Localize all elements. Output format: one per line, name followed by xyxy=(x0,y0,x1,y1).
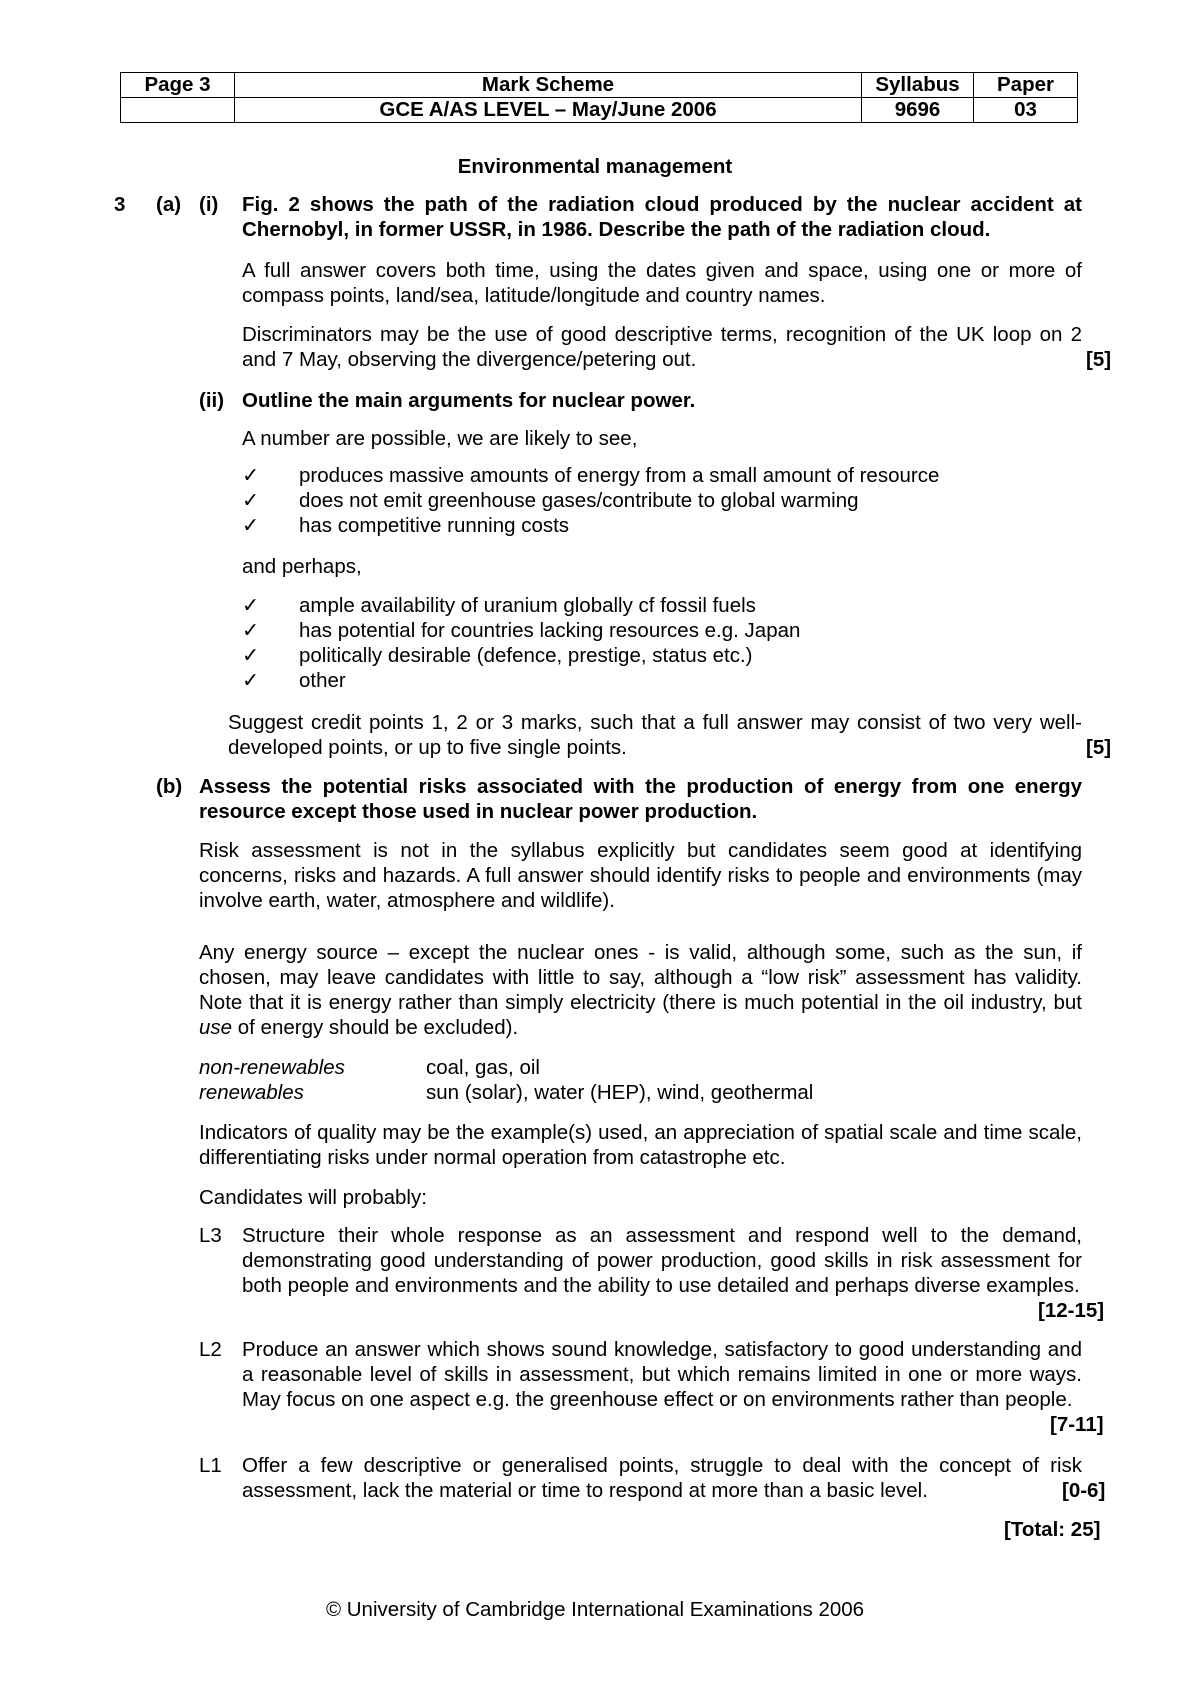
level-text: Offer a few descriptive or generalised points, struggle to deal with the concept of risk assessment, lack the material or time to respond at more than a basic level. xyxy=(242,1454,1082,1502)
header-paper: 03 xyxy=(974,98,1078,123)
renew-label: renewables xyxy=(199,1081,304,1104)
part-b-label: (b) xyxy=(156,775,183,798)
header-syllabus: 9696 xyxy=(862,98,974,123)
level-label: L2 xyxy=(199,1338,222,1361)
header-paper-label: Paper xyxy=(974,73,1078,98)
nonrenew-label: non-renewables xyxy=(199,1056,345,1079)
header-title: Mark Scheme xyxy=(235,73,862,98)
header-table xyxy=(120,72,1078,123)
section-title: Environmental management xyxy=(457,155,733,178)
level-mark: [12-15] xyxy=(1038,1299,1105,1322)
paragraph-i-2: Discriminators may be the use of good descriptive terms, recognition of the UK loop on 2 and 7 May, observing the divergence/petering out. xyxy=(242,323,1082,371)
check-icon: ✓ xyxy=(242,669,260,692)
check-icon: ✓ xyxy=(242,644,260,667)
footer-copyright: © University of Cambridge International Examinations 2006 xyxy=(325,1598,865,1621)
mark-i: [5] xyxy=(1086,348,1112,371)
part-a-label: (a) xyxy=(156,193,182,216)
list-item: has potential for countries lacking resources e.g. Japan xyxy=(299,619,801,642)
check-icon: ✓ xyxy=(242,489,260,512)
nonrenew-value: coal, gas, oil xyxy=(426,1056,540,1079)
list-item: politically desirable (defence, prestige, status etc.) xyxy=(299,644,753,667)
list-item: ample availability of uranium globally cf fossil fuels xyxy=(299,594,756,617)
question-b: Assess the potential risks associated with the production of energy from one energy resource except those used in nuclear power production. xyxy=(199,775,1082,823)
header-empty-cell xyxy=(121,98,235,123)
check-icon: ✓ xyxy=(242,464,260,487)
list-item: does not emit greenhouse gases/contribute to global warming xyxy=(299,489,859,512)
paragraph-b-2-text: Any energy source – except the nuclear ones - is valid, although some, such as the sun, if chosen, may leave candidates with little to say, although a “low risk” assessment has validity. Note that it is energy rather than simply electricity (there is much potential in the oil industry, but xyxy=(199,941,1082,1014)
ii-and-perhaps: and perhaps, xyxy=(242,555,362,578)
header-page: Page 3 xyxy=(121,73,235,98)
check-icon: ✓ xyxy=(242,619,260,642)
list-item: produces massive amounts of energy from a small amount of resource xyxy=(299,464,940,487)
sub-ii-label: (ii) xyxy=(199,389,225,412)
header-exam: GCE A/AS LEVEL – May/June 2006 xyxy=(235,98,862,123)
paragraph-ii: Suggest credit points 1, 2 or 3 marks, such that a full answer may consist of two very well-developed points, or up to five single points. xyxy=(228,711,1082,759)
question-number: 3 xyxy=(114,193,126,216)
question-ii: Outline the main arguments for nuclear power. xyxy=(242,389,696,412)
level-label: L3 xyxy=(199,1224,222,1247)
paragraph-b-1: Risk assessment is not in the syllabus explicitly but candidates seem good at identifying concerns, risks and hazards. A full answer should identify risks to people and environments (may involve earth, water, atmosphere and wildlife). xyxy=(199,839,1082,912)
paragraph-b-3: Indicators of quality may be the example(s) used, an appreciation of spatial scale and time scale, differentiating risks under normal operation from catastrophe etc. xyxy=(199,1121,1082,1169)
sub-i-label: (i) xyxy=(199,193,219,216)
ii-intro: A number are possible, we are likely to see, xyxy=(242,427,638,450)
level-mark: [0-6] xyxy=(1062,1479,1106,1502)
header-syllabus-label: Syllabus xyxy=(862,73,974,98)
list-item: other xyxy=(299,669,346,692)
total-mark: [Total: 25] xyxy=(1004,1518,1101,1541)
paragraph-b-2 xyxy=(199,940,1082,1040)
check-icon: ✓ xyxy=(242,594,260,617)
mark-ii: [5] xyxy=(1086,736,1112,759)
paragraph-b-2-emphasis: use xyxy=(199,1016,233,1039)
level-mark: [7-11] xyxy=(1050,1413,1104,1436)
paragraph-b-2-text-end: of energy should be excluded). xyxy=(232,1016,519,1039)
level-text: Produce an answer which shows sound knowledge, satisfactory to good understanding and a reasonable level of skills in assessment, but which remains limited in one or more ways. May focus on one aspect e.g. the greenhouse effect or on environments rather than people. xyxy=(242,1338,1082,1411)
question-i: Fig. 2 shows the path of the radiation cloud produced by the nuclear accident at Chernobyl, in former USSR, in 1986. Describe the path of the radiation cloud. xyxy=(242,193,1082,241)
level-text: Structure their whole response as an assessment and respond well to the demand, demonstrating good understanding of power production, good skills in risk assessment for both people and environments and the ability to use detailed and perhaps diverse examples. xyxy=(242,1224,1082,1297)
paragraph-b-4: Candidates will probably: xyxy=(199,1186,427,1209)
paragraph-i-1: A full answer covers both time, using the dates given and space, using one or more of compass points, land/sea, latitude/longitude and country names. xyxy=(242,259,1082,307)
check-icon: ✓ xyxy=(242,514,260,537)
list-item: has competitive running costs xyxy=(299,514,570,537)
level-label: L1 xyxy=(199,1454,222,1477)
renew-value: sun (solar), water (HEP), wind, geothermal xyxy=(426,1081,814,1104)
